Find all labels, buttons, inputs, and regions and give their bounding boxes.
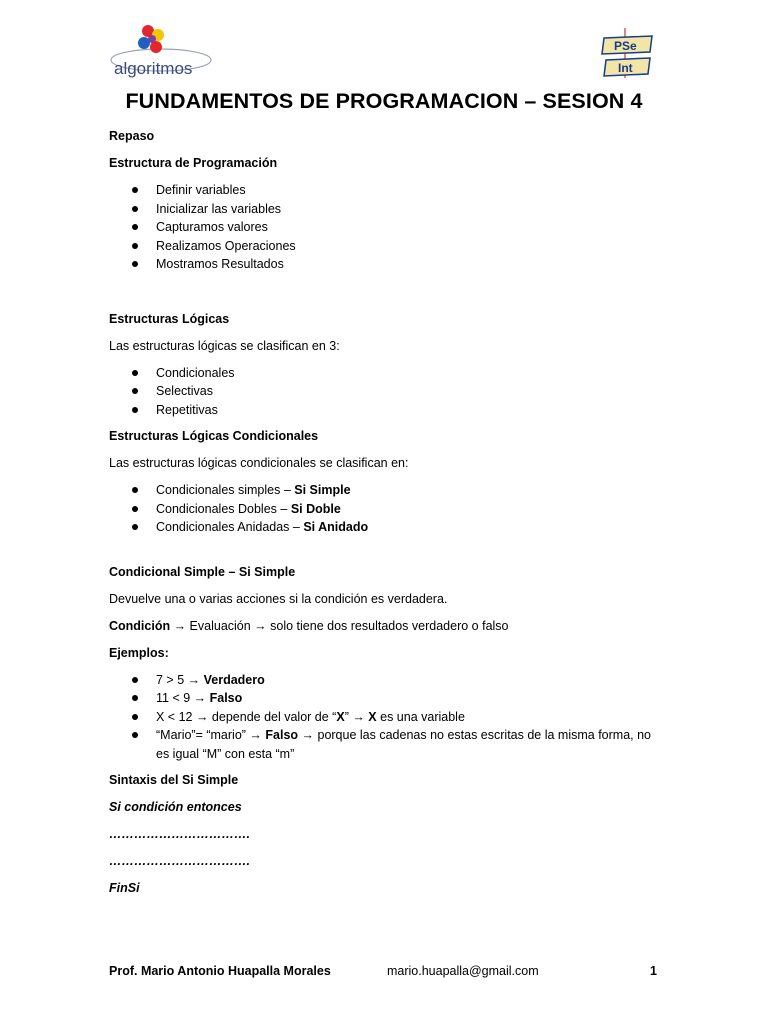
list-item: Condicionales Dobles – Si Doble: [109, 500, 669, 519]
list-item: Capturamos valores: [109, 218, 669, 237]
list-item: Realizamos Operaciones: [109, 237, 669, 256]
list-item: Mostramos Resultados: [109, 255, 669, 274]
svg-text:PSe: PSe: [614, 39, 637, 53]
list-item: X < 12 → depende del valor de “X” → X es una variable: [109, 708, 669, 727]
list-item: Definir variables: [109, 181, 669, 200]
heading-sintaxis: Sintaxis del Si Simple: [109, 773, 239, 787]
estructura-list: [109, 181, 669, 274]
ejemplos-list: [109, 671, 669, 764]
code-placeholder-line: …………………………….: [109, 827, 250, 841]
document-body: [109, 127, 669, 897]
logicas-list: [109, 364, 669, 420]
page-number: 1: [650, 964, 657, 978]
list-item: Inicializar las variables: [109, 200, 669, 219]
list-item: Selectivas: [109, 382, 669, 401]
list-item: Condicionales simples – Si Simple: [109, 481, 669, 500]
list-item: Repetitivas: [109, 401, 669, 420]
code-si-condicion: Si condición entonces: [109, 800, 242, 814]
heading-estructuras-logicas: Estructuras Lógicas: [109, 311, 230, 326]
paragraph-clasifican-3: Las estructuras lógicas se clasifican en 3:: [109, 338, 340, 353]
list-item: 7 > 5 → Verdadero: [109, 671, 669, 690]
page-title: FUNDAMENTOS DE PROGRAMACION – SESION 4: [125, 89, 643, 113]
list-item: Condicionales Anidadas – Si Anidado: [109, 518, 669, 537]
pseint-logo: [598, 26, 658, 82]
heading-condicional-simple: Condicional Simple – Si Simple: [109, 564, 296, 579]
svg-text:Int: Int: [618, 61, 633, 75]
code-placeholder-line: …………………………….: [109, 854, 250, 868]
heading-repaso: Repaso: [109, 129, 155, 143]
paragraph-clasifican-en: Las estructuras lógicas condicionales se clasifican en:: [109, 456, 409, 470]
heading-logicas-condicionales: Estructuras Lógicas Condicionales: [109, 429, 319, 443]
footer-author: Prof. Mario Antonio Huapalla Morales: [109, 964, 331, 978]
heading-ejemplos: Ejemplos:: [109, 645, 169, 660]
heading-estructura-programacion: Estructura de Programación: [109, 156, 278, 170]
footer-email: mario.huapalla@gmail.com: [387, 964, 539, 978]
paragraph-condicion: Condición → Evaluación → solo tiene dos resultados verdadero o falso: [109, 618, 509, 633]
code-finsi: FinSi: [109, 881, 140, 895]
paragraph-devuelve: Devuelve una o varias acciones si la condición es verdadera.: [109, 591, 448, 606]
list-item: “Mario”= “mario” → Falso → porque las cadenas no estas escritas de la misma forma, no es igual “M” con esta “m”: [109, 726, 662, 763]
algoritmos-logo: [108, 22, 214, 84]
svg-text:algoritmos: algoritmos: [114, 59, 193, 78]
list-item: Condicionales: [109, 364, 669, 383]
list-item: 11 < 9 → Falso: [109, 689, 669, 708]
condicionales-list: [109, 481, 669, 537]
